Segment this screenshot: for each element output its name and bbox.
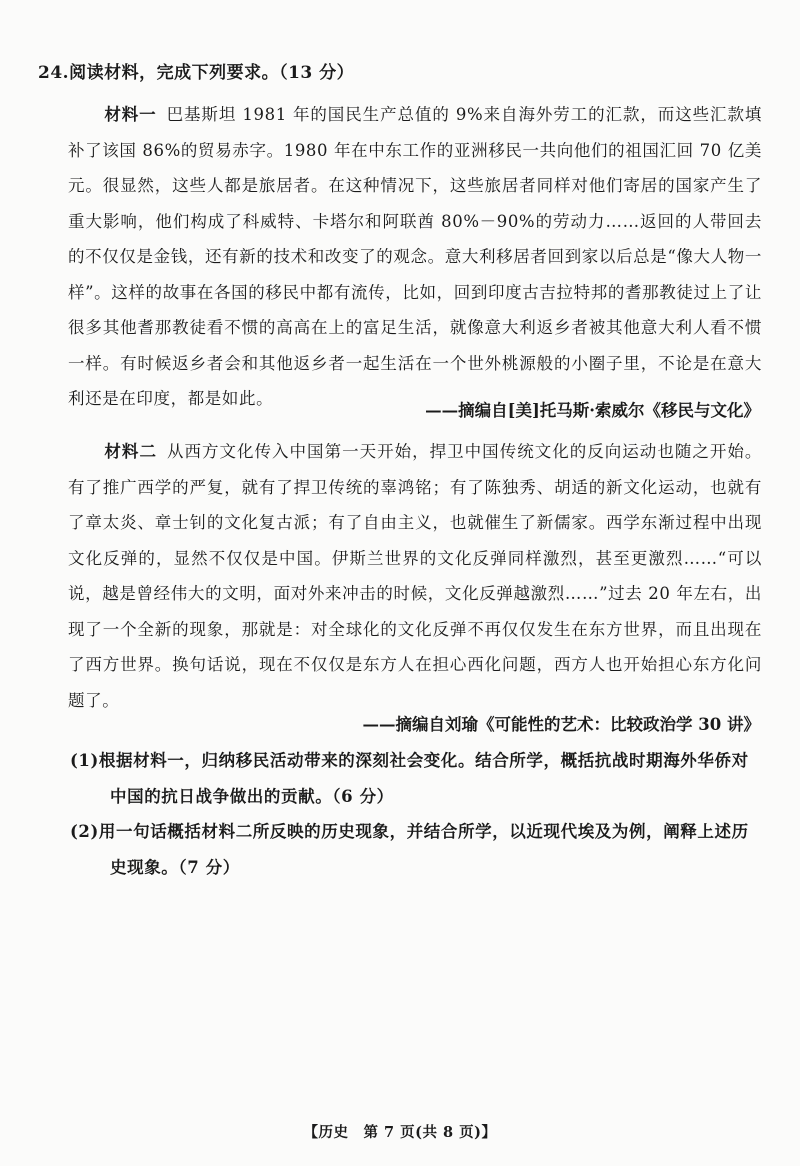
material-one-text: 巴基斯坦 1981 年的国民生产总值的 9%来自海外劳工的汇款，而这些汇款填补了该国 86%的贸易赤字。1980 年在中东工作的亚洲移民一共向他们的祖国汇回 70 亿美元。很显然，这些人都是旅居者。在这种情况下，这些旅居者同样对他们寄居的国家产生了重大影响，他们构成了科威特、卡塔尔和阿联酋 80%－90%的劳动力……返回的人带回去的不仅仅是金钱，还有新的技术和改变了的观念。意大利移居者回到家以后总是“像大人物一样”。这样的故事在各国的移民中都有流传，比如，回到印度古吉拉特邦的耆那教徒过上了让很多其他耆那教徒看不惯的高高在上的富足生活，就像意大利返乡者被其他意大利人看不惯一样。有时候返乡者会和其他返乡者一起生活在一个世外桃源般的小圈子里，不论是在意大利还是在印度，都是如此。: [68, 105, 762, 408]
sub-question-2: [70, 814, 762, 886]
sub-question-2-text: (2)用一句话概括材料二所反映的历史现象，并结合所学，以近现代埃及为例，阐释上述历史现象。（7 分）: [70, 822, 749, 877]
material-two-text: 从西方文化传入中国第一天开始，捍卫中国传统文化的反向运动也随之开始。有了推广西学的严复，就有了捍卫传统的辜鸿铭；有了陈独秀、胡适的新文化运动，也就有了章太炎、章士钊的文化复古派；有了自由主义，也就催生了新儒家。西学东渐过程中出现文化反弹的，显然不仅仅是中国。伊斯兰世界的文化反弹同样激烈，甚至更激烈……“可以说，越是曾经伟大的文明，面对外来冲击的时候，文化反弹越激烈……”过去 20 年左右，出现了一个全新的现象，那就是：对全球化的文化反弹不再仅仅发生在东方世界，而且出现在了西方世界。换句话说，现在不仅仅是东方人在担心西化问题，西方人也开始担心东方化问题了。: [68, 442, 762, 710]
material-one-source: ——摘编自[美]托马斯·索威尔《移民与文化》: [425, 401, 760, 420]
sub-question-1-text: (1)根据材料一，归纳移民活动带来的深刻社会变化。结合所学，概括抗战时期海外华侨对中国的抗日战争做出的贡献。（6 分）: [70, 751, 749, 806]
material-two-label: 材料二: [104, 442, 157, 461]
material-one: [68, 97, 762, 417]
material-one-label: 材料一: [104, 105, 157, 124]
material-two: [68, 434, 762, 718]
question-header: 24.阅读材料，完成下列要求。（13 分）: [38, 63, 355, 83]
material-two-source: ——摘编自刘瑜《可能性的艺术：比较政治学 30 讲》: [362, 715, 760, 734]
page-footer: 【历史 第 7 页(共 8 页)】: [303, 1124, 497, 1141]
sub-question-1: [70, 743, 762, 815]
